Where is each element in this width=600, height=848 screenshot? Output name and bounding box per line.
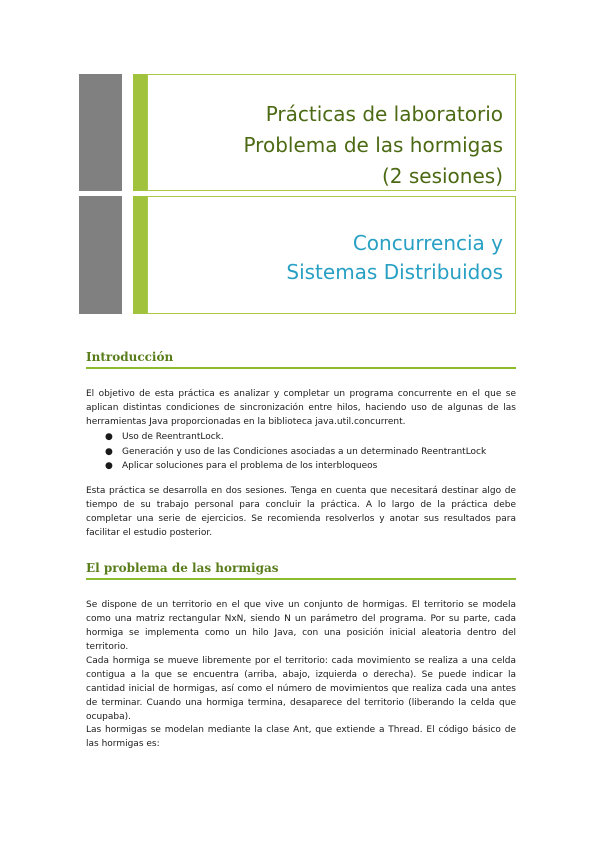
list-item	[86, 430, 516, 445]
bullet-text: Generación y uso de las Condiciones asociadas a un determinado ReentrantLock	[122, 446, 487, 457]
title-line-2: Problema de las hormigas	[243, 133, 503, 157]
problem-heading: El problema de las hormigas	[86, 561, 516, 580]
list-item	[86, 445, 516, 460]
subtitle-gray-bar	[79, 196, 122, 314]
bullet-icon: ●	[105, 432, 113, 442]
bullet-icon: ●	[105, 461, 113, 471]
bullet-text: Aplicar soluciones para el problema de los interbloqueos	[122, 461, 378, 471]
subtitle-line-2: Sistemas Distribuidos	[286, 260, 503, 284]
intro-paragraph-2: Esta práctica se desarrolla en dos sesiones. Tenga en cuenta que necesitará destinar algo de tiempo de su trabajo personal para concluir la práctica. A lo largo de la práctica debe completar una serie de ejercicios. Se recomienda resolverlos y anotar sus resultados para facilitar el estudio posterior.	[86, 486, 516, 538]
title-box	[147, 74, 516, 191]
bullet-text: Uso de ReentrantLock.	[122, 432, 224, 442]
title-line-3: (2 sesiones)	[381, 164, 503, 188]
problem-paragraph-3: Las hormigas se modelan mediante la clase Ant, que extiende a Thread. El código básico de las hormigas es:	[86, 725, 516, 749]
subtitle-line-1: Concurrencia y	[352, 231, 503, 255]
list-item	[86, 459, 516, 474]
subtitle-green-bar	[133, 196, 147, 314]
problem-paragraph-2: Cada hormiga se mueve libremente por el territorio: cada movimiento se realiza a una celda contigua a la que se encuentra (arriba, abajo, izquierda o derecha). Se puede indicar la cantidad inicial de hormigas, así como el número de movimientos que realiza cada una antes de terminar. Cuando una hormiga termina, desaparece del territorio (liberando la celda que ocupaba).	[86, 656, 516, 722]
problem-paragraph-1: Se dispone de un territorio en el que vive un conjunto de hormigas. El territorio se modela como una matriz rectangular NxN, siendo N un parámetro del programa. Por su parte, cada hormiga se implementa como un hilo Java, con una posición inicial aleatoria dentro del territorio.	[86, 600, 516, 652]
title-gray-bar	[79, 74, 122, 191]
title-line-1: Prácticas de laboratorio	[265, 102, 503, 126]
bullet-icon: ●	[105, 446, 113, 457]
intro-heading: Introducción	[86, 350, 516, 369]
intro-bullet-list	[86, 430, 516, 474]
subtitle-box	[147, 196, 516, 314]
intro-paragraph-1: El objetivo de esta práctica es analizar y completar un programa concurrente en el que se aplican distintas condiciones de sincronización entre hilos, haciendo uso de algunas de las herramientas Java proporcionadas en la biblioteca java.util.concurrent.	[86, 389, 516, 427]
title-green-bar	[133, 74, 147, 191]
